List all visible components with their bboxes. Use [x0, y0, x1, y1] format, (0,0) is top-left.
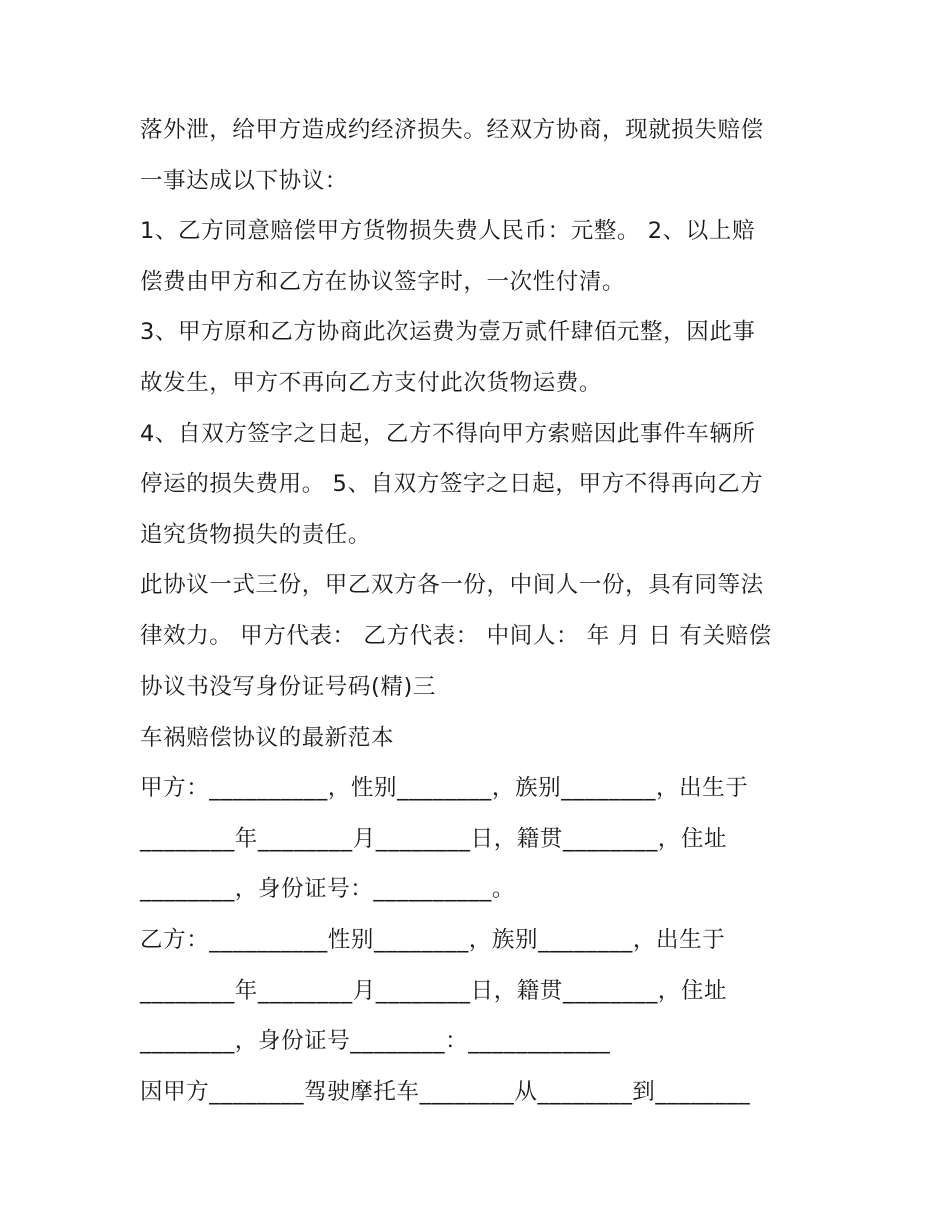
- text-line-9: 追究货物损失的责任。: [140, 522, 372, 548]
- text-line-16: ________，身份证号：__________。: [140, 876, 516, 902]
- text-line-14: 甲方：__________，性别________，族别________，出生于: [140, 775, 749, 801]
- text-line-2: 一事达成以下协议：: [140, 168, 348, 194]
- text-line-11: 律效力。 甲方代表： 乙方代表： 中间人： 年 月 日 有关赔偿: [140, 623, 772, 649]
- text-line-10: 此协议一式三份，甲乙双方各一份，中间人一份，具有同等法: [140, 572, 764, 598]
- text-line-3: 1、乙方同意赔偿甲方货物损失费人民币：元整。 2、以上赔: [140, 218, 756, 244]
- section-heading: 车祸赔偿协议的最新范本: [140, 725, 395, 751]
- text-line-1: 落外泄，给甲方造成约经济损失。经双方协商，现就损失赔偿: [140, 117, 764, 143]
- text-line-4: 偿费由甲方和乙方在协议签字时，一次性付清。: [140, 269, 626, 295]
- text-line-8: 停运的损失费用。 5、自双方签字之日起，甲方不得再向乙方: [140, 471, 764, 497]
- text-line-12: 协议书没写身份证号码(精)三: [140, 674, 436, 700]
- text-line-20: 因甲方________驾驶摩托车________从________到________: [140, 1079, 751, 1105]
- text-line-18: ________年________月________日，籍贯________，住址: [140, 978, 728, 1004]
- text-line-19: ________，身份证号________：____________: [140, 1028, 611, 1054]
- text-line-5: 3、甲方原和乙方协商此次运费为壹万贰仟肆佰元整，因此事: [140, 319, 756, 345]
- text-line-6: 故发生，甲方不再向乙方支付此次货物运费。: [140, 370, 603, 396]
- text-line-7: 4、自双方签字之日起，乙方不得向甲方索赔因此事件车辆所: [140, 421, 756, 447]
- text-line-15: ________年________月________日，籍贯________，住址: [140, 826, 728, 852]
- text-line-17: 乙方：__________性别________，族别________，出生于: [140, 927, 726, 953]
